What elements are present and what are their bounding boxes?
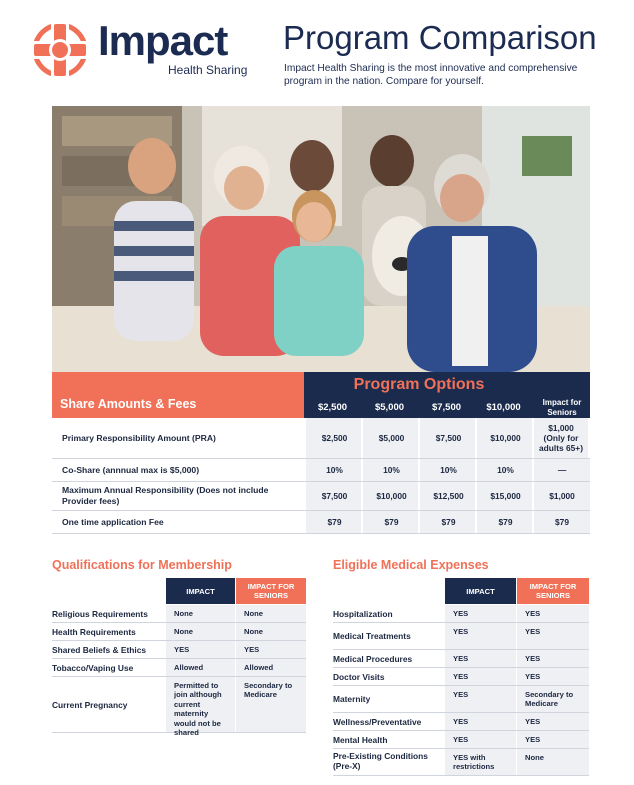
table-cell: $10,000 xyxy=(475,418,534,458)
page-subtitle: Impact Health Sharing is the most innovative and comprehensive program in the nation. Compare for yourself. xyxy=(284,63,578,87)
brand-tagline: Health Sharing xyxy=(168,63,248,77)
qualifications-title: Qualifications for Membership xyxy=(52,558,232,572)
table-row xyxy=(333,713,589,731)
row-label: Maximum Annual Responsibility (Does not include Provider fees) xyxy=(62,485,269,506)
table-cell: $12,500 xyxy=(418,482,477,510)
table-cell: — xyxy=(532,459,590,481)
row-label: Pre-Existing Conditions (Pre-X) xyxy=(333,751,428,771)
eligible-column-seniors: IMPACT FOR SENIORS xyxy=(517,578,589,604)
table-row xyxy=(52,641,306,659)
table-cell: Secondary to Medicare xyxy=(517,686,589,712)
table-cell: YES xyxy=(445,650,516,667)
table-row xyxy=(333,668,589,686)
table-cell: Permitted to join although current maternity would not be shared xyxy=(166,677,235,732)
table-row xyxy=(52,677,306,738)
table-cell: 10% xyxy=(475,459,534,481)
table-cell: Allowed xyxy=(166,659,235,676)
table-cell: 10% xyxy=(418,459,477,481)
row-label: Current Pregnancy xyxy=(52,700,128,710)
table-cell: Allowed xyxy=(236,659,306,676)
qual-column-impact: IMPACT xyxy=(166,578,235,604)
table-cell: None xyxy=(166,605,235,622)
brand-name: Impact xyxy=(98,17,228,64)
table-cell: None xyxy=(517,749,589,775)
table-row xyxy=(333,623,589,650)
table-row xyxy=(52,659,306,677)
table-cell: $7,500 xyxy=(418,418,477,458)
table-row xyxy=(333,650,589,668)
qual-column-seniors: IMPACT FOR SENIORS xyxy=(236,578,306,604)
row-label: One time application Fee xyxy=(62,517,164,527)
row-label: Hospitalization xyxy=(333,609,393,619)
table-cell: $1,000 (Only for adults 65+) xyxy=(532,418,588,458)
table-cell: $2,500 xyxy=(304,418,363,458)
table-cell: YES xyxy=(517,650,589,667)
row-label: Co-Share (annnual max is $5,000) xyxy=(62,465,200,475)
table-cell: None xyxy=(236,623,306,640)
row-label: Primary Responsibility Amount (PRA) xyxy=(62,433,216,443)
table-cell: None xyxy=(236,605,306,622)
page-title: Program Comparison xyxy=(283,19,597,56)
row-label: Mental Health xyxy=(333,735,388,745)
table-cell: YES xyxy=(517,623,589,649)
table-row xyxy=(52,418,590,459)
table-cell: YES with restrictions xyxy=(445,749,516,775)
table-cell: $79 xyxy=(475,511,534,533)
column-header-5000: $5,000 xyxy=(374,402,405,413)
table-cell: Secondary to Medicare xyxy=(236,677,306,732)
row-label: Doctor Visits xyxy=(333,672,385,682)
table-row xyxy=(333,605,589,623)
table-cell: $5,000 xyxy=(361,418,420,458)
table-cell: $7,500 xyxy=(304,482,363,510)
table-cell: $79 xyxy=(304,511,363,533)
table-row xyxy=(52,482,590,511)
table-row xyxy=(333,731,589,749)
table-cell: $10,000 xyxy=(361,482,420,510)
logo-cross-icon xyxy=(32,22,88,78)
table-row xyxy=(333,749,589,776)
table-cell: $1,000 xyxy=(532,482,590,510)
eligible-column-impact: IMPACT xyxy=(445,578,516,604)
table-cell: YES xyxy=(445,605,516,622)
row-label: Maternity xyxy=(333,694,371,704)
table-cell: $15,000 xyxy=(475,482,534,510)
row-label: Shared Beliefs & Ethics xyxy=(52,645,147,655)
column-header-seniors: Impact for Seniors xyxy=(542,398,582,417)
table-cell: YES xyxy=(517,605,589,622)
table-cell: 10% xyxy=(304,459,363,481)
table-cell: YES xyxy=(166,641,235,658)
table-cell: YES xyxy=(445,713,516,730)
table-row xyxy=(52,511,590,534)
table-cell: YES xyxy=(445,623,516,649)
family-photo xyxy=(52,106,590,372)
program-options-header xyxy=(304,372,590,418)
row-label: Health Requirements xyxy=(52,627,136,637)
table-cell: 10% xyxy=(361,459,420,481)
column-header-7500: $7,500 xyxy=(431,402,462,413)
column-header-10000: $10,000 xyxy=(486,402,521,413)
table-cell: $79 xyxy=(418,511,477,533)
table-cell: YES xyxy=(445,731,516,748)
table-row xyxy=(52,623,306,641)
table-row xyxy=(52,605,306,623)
row-label: Religious Requirements xyxy=(52,609,148,619)
table-cell: YES xyxy=(445,668,516,685)
program-options-title: Program Options xyxy=(353,376,485,393)
row-label: Medical Procedures xyxy=(333,654,413,664)
table-cell: $79 xyxy=(532,511,590,533)
table-cell: YES xyxy=(517,668,589,685)
table-row xyxy=(333,686,589,713)
share-amounts-title: Share Amounts & Fees xyxy=(60,397,197,411)
table-cell: YES xyxy=(517,713,589,730)
table-row xyxy=(52,459,590,482)
table-cell: YES xyxy=(517,731,589,748)
table-cell: None xyxy=(166,623,235,640)
row-label: Wellness/Preventative xyxy=(333,717,422,727)
eligible-title: Eligible Medical Expenses xyxy=(333,558,489,572)
table-cell: YES xyxy=(445,686,516,712)
table-cell: YES xyxy=(236,641,306,658)
column-header-2500: $2,500 xyxy=(317,402,348,413)
row-label: Tobacco/Vaping Use xyxy=(52,663,134,673)
table-cell: $79 xyxy=(361,511,420,533)
row-label: Medical Treatments xyxy=(333,631,411,641)
share-amounts-header xyxy=(52,372,304,418)
